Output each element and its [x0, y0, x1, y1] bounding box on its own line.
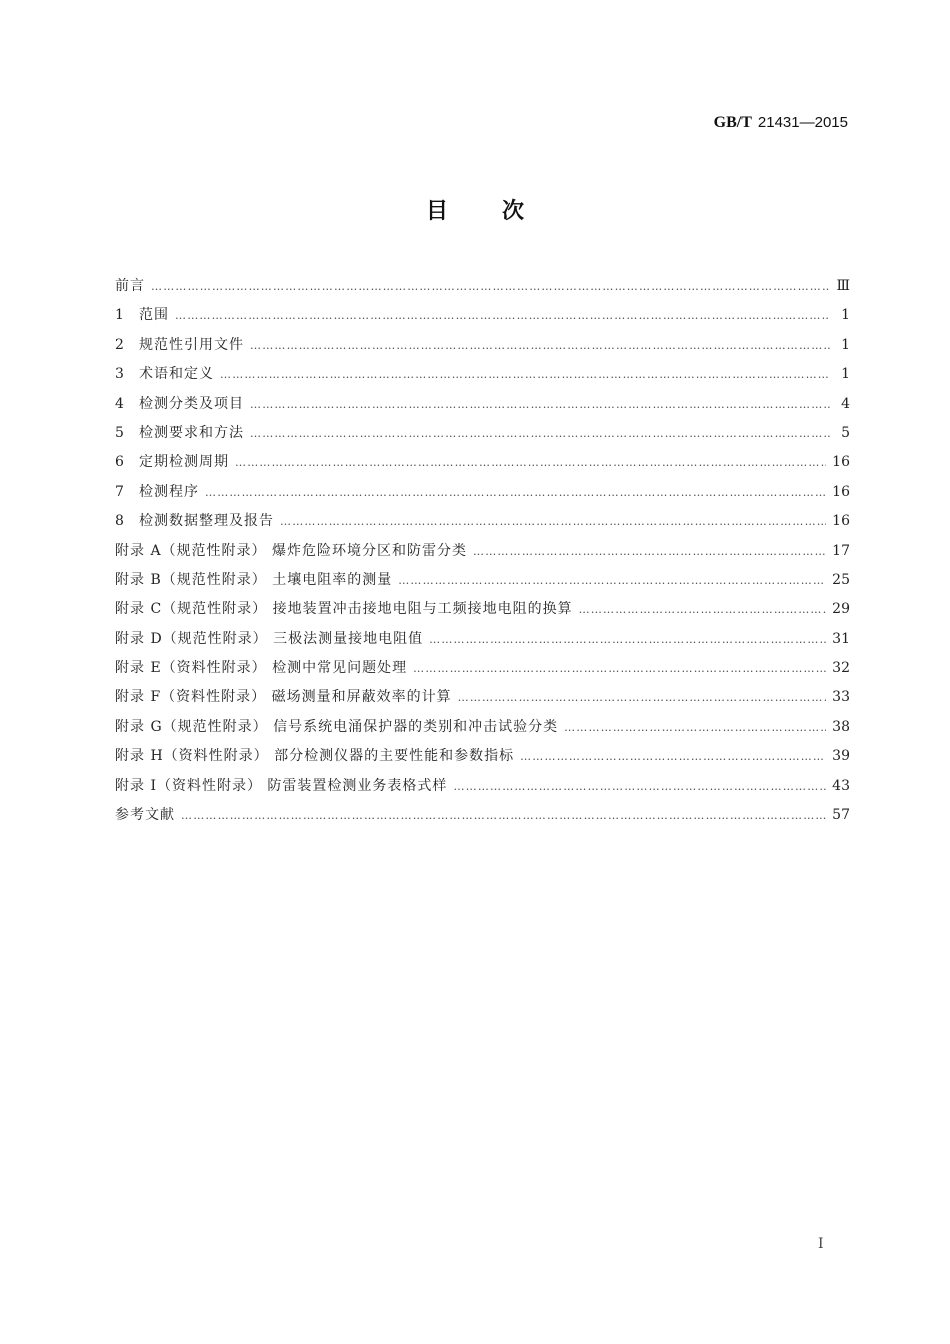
toc-entry-title: 附录 D（规范性附录） 三极法测量接地电阻值 [115, 630, 424, 647]
toc-entry-title: 参考文献 [115, 807, 175, 824]
page-number: I [818, 1236, 824, 1252]
toc-entry-number: 3 [115, 366, 125, 383]
toc-entry-page: 29 [832, 601, 850, 618]
toc-entry[interactable] [115, 654, 850, 683]
toc-entry-label [115, 683, 452, 712]
toc-entry-title: 前言 [115, 278, 145, 294]
dot-leader [429, 625, 826, 654]
toc-entry-title: 附录 A（规范性附录） 爆炸危险环境分区和防雷分类 [115, 542, 468, 559]
toc-entry-page: 57 [832, 807, 850, 824]
toc-entry-label [115, 595, 573, 624]
dot-leader [458, 683, 827, 712]
toc-entry[interactable] [115, 625, 850, 654]
toc-entry-title: 检测分类及项目 [139, 395, 244, 412]
toc-entry-title: 附录 H（资料性附录） 部分检测仪器的主要性能和参数指标 [115, 748, 515, 765]
toc-entry[interactable] [115, 507, 850, 536]
toc-entry[interactable] [115, 448, 850, 477]
toc-entry-number: 7 [115, 483, 125, 500]
toc-entry-label [115, 331, 244, 360]
toc-entry-page: 39 [832, 748, 850, 765]
toc-entry-title: 定期检测周期 [139, 454, 229, 471]
toc-entry-number: 2 [115, 336, 125, 353]
toc-entry[interactable] [115, 360, 850, 389]
toc-entry-page: 1 [841, 366, 850, 383]
toc-entry[interactable] [115, 537, 850, 566]
toc-entry-page: 1 [841, 336, 850, 353]
dot-leader [250, 331, 830, 360]
toc-entry-label [115, 301, 169, 330]
toc-entry-page: 31 [832, 630, 850, 647]
toc-entry[interactable] [115, 595, 850, 624]
toc-entry-page: Ⅲ [836, 278, 850, 294]
dot-leader [175, 301, 830, 330]
toc-entry-title: 附录 E（资料性附录） 检测中常见问题处理 [115, 660, 408, 677]
toc-entry-page: 32 [832, 660, 850, 677]
dot-leader [413, 654, 826, 683]
toc-entry-label [115, 272, 145, 301]
table-of-contents [115, 272, 850, 830]
dot-leader [181, 801, 826, 830]
toc-entry-label [115, 478, 199, 507]
toc-entry-title: 附录 B（规范性附录） 土壤电阻率的测量 [115, 571, 393, 588]
toc-entry[interactable] [115, 683, 850, 712]
toc-entry-label [115, 419, 244, 448]
toc-entry-label [115, 772, 447, 801]
toc-entry-label [115, 537, 467, 566]
toc-entry-page: 17 [832, 542, 850, 559]
dot-leader [520, 742, 826, 771]
toc-entry-title: 术语和定义 [139, 366, 214, 383]
toc-entry-number: 1 [115, 307, 125, 324]
toc-entry[interactable] [115, 566, 850, 595]
toc-entry-label [115, 654, 407, 683]
toc-entry-label [115, 713, 558, 742]
toc-entry-page: 5 [841, 424, 850, 441]
toc-entry[interactable] [115, 772, 850, 801]
toc-entry[interactable] [115, 390, 850, 419]
page-title: 目次 [425, 199, 578, 224]
toc-entry-label [115, 625, 423, 654]
toc-entry-title: 检测数据整理及报告 [139, 513, 274, 530]
toc-entry-page: 16 [832, 483, 850, 500]
toc-entry[interactable] [115, 742, 850, 771]
toc-entry-page: 16 [832, 454, 850, 471]
dot-leader [453, 772, 826, 801]
toc-entry[interactable] [115, 801, 850, 830]
toc-entry-page: 4 [841, 395, 850, 412]
toc-entry-title: 附录 I（资料性附录） 防雷装置检测业务表格式样 [115, 777, 448, 794]
toc-entry-label [115, 360, 214, 389]
dot-leader [220, 360, 830, 389]
toc-entry-title: 检测要求和方法 [139, 424, 244, 441]
toc-entry-title: 附录 C（规范性附录） 接地装置冲击接地电阻与工频接地电阻的换算 [115, 601, 573, 618]
dot-leader [250, 390, 830, 419]
toc-entry[interactable] [115, 419, 850, 448]
toc-entry-page: 1 [841, 307, 850, 324]
toc-entry-label [115, 448, 229, 477]
toc-entry-page: 25 [832, 571, 850, 588]
toc-entry[interactable] [115, 478, 850, 507]
toc-entry-number: 6 [115, 454, 125, 471]
toc-entry-number: 8 [115, 513, 125, 530]
standard-code [714, 113, 848, 132]
toc-entry[interactable] [115, 331, 850, 360]
toc-entry-label [115, 390, 244, 419]
standard-prefix: GB/T [713, 114, 752, 131]
toc-entry-title: 范围 [139, 307, 169, 324]
dot-leader [151, 272, 830, 301]
dot-leader [280, 507, 826, 536]
dot-leader [579, 595, 827, 624]
toc-entry-label [115, 742, 514, 771]
dot-leader [473, 537, 826, 566]
dot-leader [564, 713, 826, 742]
toc-entry-title: 附录 G（规范性附录） 信号系统电涌保护器的类别和冲击试验分类 [115, 718, 559, 735]
toc-entry-page: 43 [832, 777, 850, 794]
dot-leader [398, 566, 826, 595]
toc-entry[interactable] [115, 272, 850, 301]
toc-entry-title: 规范性引用文件 [139, 336, 244, 353]
toc-entry-page: 16 [832, 513, 850, 530]
toc-entry-page: 33 [832, 689, 850, 706]
toc-entry-label [115, 566, 392, 595]
toc-entry[interactable] [115, 301, 850, 330]
toc-entry-label [115, 801, 175, 830]
toc-entry-label [115, 507, 274, 536]
toc-entry-number: 4 [115, 395, 125, 412]
toc-entry-number: 5 [115, 424, 125, 441]
toc-entry[interactable] [115, 713, 850, 742]
standard-number: 21431—2015 [757, 114, 848, 131]
dot-leader [205, 478, 826, 507]
dot-leader [250, 419, 830, 448]
toc-entry-page: 38 [832, 718, 850, 735]
toc-entry-title: 检测程序 [139, 483, 199, 500]
toc-entry-title: 附录 F（资料性附录） 磁场测量和屏蔽效率的计算 [115, 689, 452, 706]
dot-leader [235, 448, 826, 477]
